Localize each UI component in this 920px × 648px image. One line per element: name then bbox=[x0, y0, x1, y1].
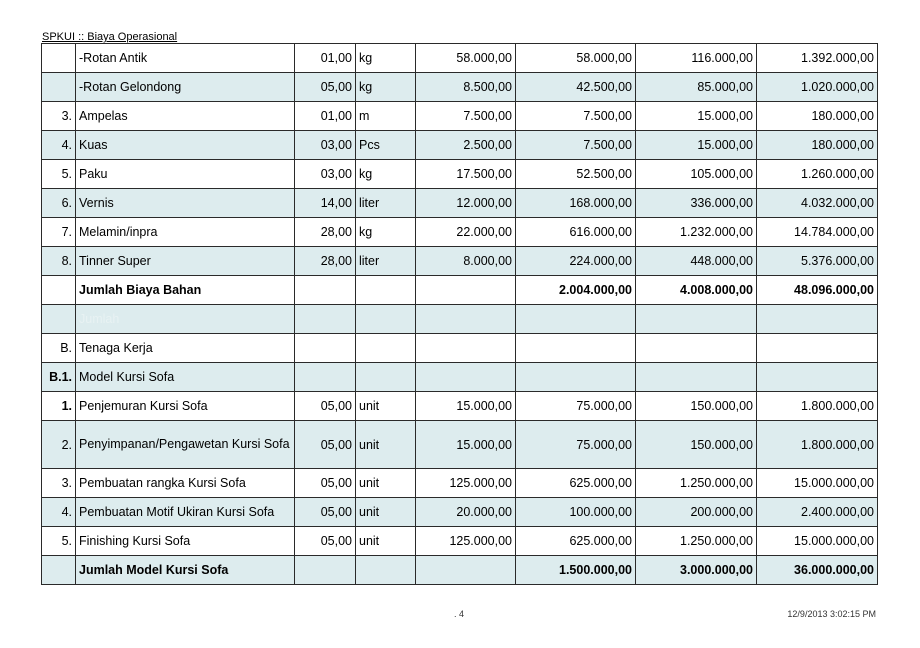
row-cost-2: 1.232.000,00 bbox=[636, 218, 757, 247]
row-unit: kg bbox=[356, 73, 416, 102]
row-cost-2 bbox=[636, 363, 757, 392]
row-number: B.1. bbox=[42, 363, 76, 392]
row-cost-1: 625.000,00 bbox=[516, 527, 636, 556]
row-unit-price: 17.500,00 bbox=[416, 160, 516, 189]
row-cost-1: 2.004.000,00 bbox=[516, 276, 636, 305]
row-number: 4. bbox=[42, 498, 76, 527]
row-description: Finishing Kursi Sofa bbox=[76, 527, 295, 556]
row-cost-2: 3.000.000,00 bbox=[636, 556, 757, 585]
row-number: 2. bbox=[42, 421, 76, 469]
row-unit: unit bbox=[356, 392, 416, 421]
row-quantity: 03,00 bbox=[295, 131, 356, 160]
row-number: 3. bbox=[42, 102, 76, 131]
row-cost-1: 58.000,00 bbox=[516, 44, 636, 73]
section-row bbox=[42, 334, 878, 363]
row-unit-price: 15.000,00 bbox=[416, 421, 516, 469]
row-quantity bbox=[295, 363, 356, 392]
row-description: Pembuatan Motif Ukiran Kursi Sofa bbox=[76, 498, 295, 527]
row-cost-1: 75.000,00 bbox=[516, 392, 636, 421]
row-unit bbox=[356, 305, 416, 334]
row-unit bbox=[356, 334, 416, 363]
row-number: B. bbox=[42, 334, 76, 363]
row-number: 5. bbox=[42, 160, 76, 189]
row-quantity bbox=[295, 334, 356, 363]
row-cost-3 bbox=[757, 334, 878, 363]
row-cost-1: 42.500,00 bbox=[516, 73, 636, 102]
row-cost-3: 180.000,00 bbox=[757, 102, 878, 131]
row-description: -Rotan Gelondong bbox=[76, 73, 295, 102]
row-unit: kg bbox=[356, 44, 416, 73]
table-row bbox=[42, 44, 878, 73]
row-unit: liter bbox=[356, 189, 416, 218]
row-quantity bbox=[295, 276, 356, 305]
row-number: 8. bbox=[42, 247, 76, 276]
row-cost-3: 4.032.000,00 bbox=[757, 189, 878, 218]
row-cost-3: 1.800.000,00 bbox=[757, 392, 878, 421]
row-description: Jumlah Model Kursi Sofa bbox=[76, 556, 295, 585]
row-unit bbox=[356, 556, 416, 585]
row-description: Melamin/inpra bbox=[76, 218, 295, 247]
row-number: 7. bbox=[42, 218, 76, 247]
row-cost-3: 15.000.000,00 bbox=[757, 469, 878, 498]
row-cost-2: 1.250.000,00 bbox=[636, 527, 757, 556]
row-description: Pembuatan rangka Kursi Sofa bbox=[76, 469, 295, 498]
row-cost-2 bbox=[636, 305, 757, 334]
row-unit-price bbox=[416, 556, 516, 585]
row-description: -Rotan Antik bbox=[76, 44, 295, 73]
row-cost-3: 15.000.000,00 bbox=[757, 527, 878, 556]
row-number bbox=[42, 556, 76, 585]
row-description: Paku bbox=[76, 160, 295, 189]
row-cost-3: 14.784.000,00 bbox=[757, 218, 878, 247]
row-number: 5. bbox=[42, 527, 76, 556]
table-row bbox=[42, 102, 878, 131]
row-unit-price bbox=[416, 334, 516, 363]
cost-table bbox=[41, 43, 878, 585]
row-quantity: 14,00 bbox=[295, 189, 356, 218]
row-unit-price: 12.000,00 bbox=[416, 189, 516, 218]
row-cost-2: 85.000,00 bbox=[636, 73, 757, 102]
table-row bbox=[42, 160, 878, 189]
table-row bbox=[42, 189, 878, 218]
row-unit: kg bbox=[356, 218, 416, 247]
row-description: Penyimpanan/Pengawetan Kursi Sofa bbox=[76, 421, 295, 469]
row-unit-price: 15.000,00 bbox=[416, 392, 516, 421]
total-row bbox=[42, 276, 878, 305]
row-cost-2: 15.000,00 bbox=[636, 102, 757, 131]
row-description: Jumlah bbox=[76, 305, 295, 334]
row-unit: Pcs bbox=[356, 131, 416, 160]
row-number: 4. bbox=[42, 131, 76, 160]
row-cost-2: 448.000,00 bbox=[636, 247, 757, 276]
row-cost-2: 150.000,00 bbox=[636, 421, 757, 469]
row-unit-price bbox=[416, 363, 516, 392]
row-unit bbox=[356, 363, 416, 392]
row-unit-price: 125.000,00 bbox=[416, 469, 516, 498]
row-unit-price: 20.000,00 bbox=[416, 498, 516, 527]
row-quantity: 01,00 bbox=[295, 102, 356, 131]
row-cost-3: 1.392.000,00 bbox=[757, 44, 878, 73]
row-quantity: 01,00 bbox=[295, 44, 356, 73]
row-number bbox=[42, 44, 76, 73]
row-cost-2: 15.000,00 bbox=[636, 131, 757, 160]
row-cost-3: 5.376.000,00 bbox=[757, 247, 878, 276]
row-number bbox=[42, 73, 76, 102]
row-unit-price bbox=[416, 305, 516, 334]
row-number: 6. bbox=[42, 189, 76, 218]
row-unit: unit bbox=[356, 421, 416, 469]
row-description: Penjemuran Kursi Sofa bbox=[76, 392, 295, 421]
table-row bbox=[42, 421, 878, 469]
row-cost-3: 48.096.000,00 bbox=[757, 276, 878, 305]
row-description: Tinner Super bbox=[76, 247, 295, 276]
row-cost-1: 100.000,00 bbox=[516, 498, 636, 527]
row-cost-3: 2.400.000,00 bbox=[757, 498, 878, 527]
row-quantity bbox=[295, 305, 356, 334]
row-cost-1: 1.500.000,00 bbox=[516, 556, 636, 585]
row-unit: kg bbox=[356, 160, 416, 189]
row-cost-1: 168.000,00 bbox=[516, 189, 636, 218]
row-unit: unit bbox=[356, 469, 416, 498]
page-number: . 4 bbox=[454, 609, 465, 619]
table-row bbox=[42, 247, 878, 276]
row-quantity: 05,00 bbox=[295, 392, 356, 421]
row-cost-1: 75.000,00 bbox=[516, 421, 636, 469]
table-row bbox=[42, 305, 878, 334]
row-unit: unit bbox=[356, 498, 416, 527]
total-row bbox=[42, 556, 878, 585]
table-row bbox=[42, 527, 878, 556]
row-cost-3 bbox=[757, 363, 878, 392]
row-unit-price: 8.000,00 bbox=[416, 247, 516, 276]
row-quantity: 28,00 bbox=[295, 247, 356, 276]
row-cost-3: 1.260.000,00 bbox=[757, 160, 878, 189]
row-unit: liter bbox=[356, 247, 416, 276]
row-description: Ampelas bbox=[76, 102, 295, 131]
section-row bbox=[42, 363, 878, 392]
row-cost-2: 150.000,00 bbox=[636, 392, 757, 421]
row-cost-3: 1.020.000,00 bbox=[757, 73, 878, 102]
table-row bbox=[42, 218, 878, 247]
table-row bbox=[42, 469, 878, 498]
row-cost-2 bbox=[636, 334, 757, 363]
row-quantity: 03,00 bbox=[295, 160, 356, 189]
row-unit-price bbox=[416, 276, 516, 305]
row-cost-1: 224.000,00 bbox=[516, 247, 636, 276]
row-quantity: 05,00 bbox=[295, 73, 356, 102]
row-description: Model Kursi Sofa bbox=[76, 363, 295, 392]
row-quantity: 05,00 bbox=[295, 469, 356, 498]
row-cost-2: 200.000,00 bbox=[636, 498, 757, 527]
row-cost-2: 105.000,00 bbox=[636, 160, 757, 189]
row-number bbox=[42, 305, 76, 334]
row-cost-1 bbox=[516, 363, 636, 392]
row-cost-3: 1.800.000,00 bbox=[757, 421, 878, 469]
row-unit-price: 8.500,00 bbox=[416, 73, 516, 102]
table-row bbox=[42, 392, 878, 421]
row-cost-1: 52.500,00 bbox=[516, 160, 636, 189]
row-cost-2: 4.008.000,00 bbox=[636, 276, 757, 305]
row-number: 3. bbox=[42, 469, 76, 498]
row-unit-price: 2.500,00 bbox=[416, 131, 516, 160]
row-quantity: 05,00 bbox=[295, 527, 356, 556]
row-quantity bbox=[295, 556, 356, 585]
row-cost-3: 36.000.000,00 bbox=[757, 556, 878, 585]
table-row bbox=[42, 131, 878, 160]
row-cost-1 bbox=[516, 305, 636, 334]
table-row bbox=[42, 73, 878, 102]
row-unit-price: 7.500,00 bbox=[416, 102, 516, 131]
row-unit bbox=[356, 276, 416, 305]
row-unit: unit bbox=[356, 527, 416, 556]
row-cost-1 bbox=[516, 334, 636, 363]
row-quantity: 05,00 bbox=[295, 498, 356, 527]
table-row bbox=[42, 498, 878, 527]
row-quantity: 28,00 bbox=[295, 218, 356, 247]
row-cost-1: 7.500,00 bbox=[516, 102, 636, 131]
row-description: Jumlah Biaya Bahan bbox=[76, 276, 295, 305]
row-unit-price: 22.000,00 bbox=[416, 218, 516, 247]
row-unit-price: 58.000,00 bbox=[416, 44, 516, 73]
row-number bbox=[42, 276, 76, 305]
row-cost-2: 1.250.000,00 bbox=[636, 469, 757, 498]
row-cost-1: 625.000,00 bbox=[516, 469, 636, 498]
print-timestamp: 12/9/2013 3:02:15 PM bbox=[787, 609, 876, 619]
page-header-title: SPKUI :: Biaya Operasional bbox=[42, 31, 178, 43]
row-description: Kuas bbox=[76, 131, 295, 160]
row-description: Vernis bbox=[76, 189, 295, 218]
row-cost-1: 7.500,00 bbox=[516, 131, 636, 160]
row-unit: m bbox=[356, 102, 416, 131]
row-unit-price: 125.000,00 bbox=[416, 527, 516, 556]
row-cost-1: 616.000,00 bbox=[516, 218, 636, 247]
row-cost-2: 116.000,00 bbox=[636, 44, 757, 73]
row-quantity: 05,00 bbox=[295, 421, 356, 469]
row-cost-2: 336.000,00 bbox=[636, 189, 757, 218]
row-number: 1. bbox=[42, 392, 76, 421]
row-description: Tenaga Kerja bbox=[76, 334, 295, 363]
row-cost-3: 180.000,00 bbox=[757, 131, 878, 160]
row-cost-3 bbox=[757, 305, 878, 334]
